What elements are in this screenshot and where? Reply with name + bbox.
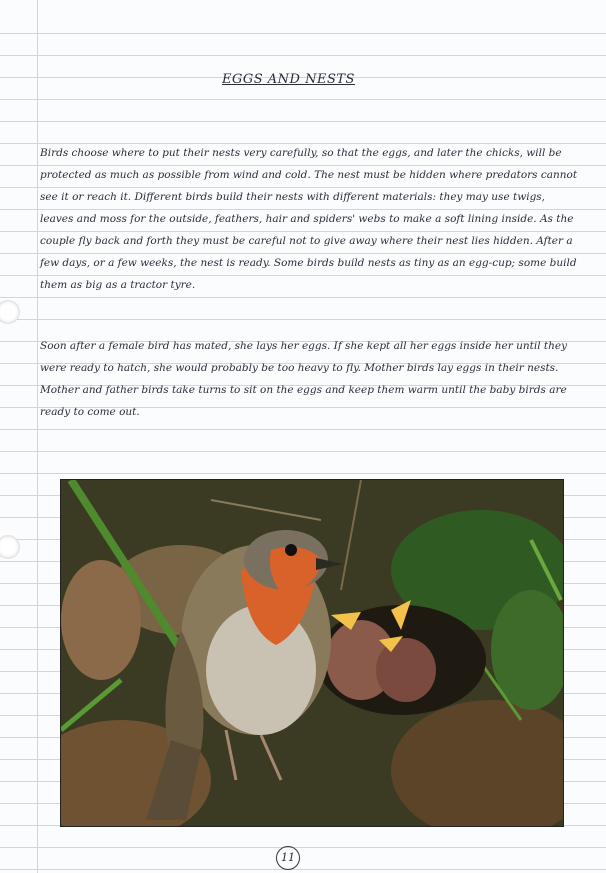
page-number: 11	[276, 846, 300, 870]
robin-nest-photo-icon	[61, 480, 563, 826]
binder-hole	[0, 535, 20, 559]
paragraph-eggs: Soon after a female bird has mated, she lays her eggs. If she kept all her eggs inside her until they were ready to hatch, she would probably be too heavy to fly. Mother birds lay eggs in their nests. Mother and father birds take turns to sit on the eggs and keep them warm until the baby birds are ready to come out.	[40, 340, 568, 418]
margin-line	[37, 0, 38, 873]
robin-nest-photo	[60, 479, 564, 827]
paragraph-nests: Birds choose where to put their nests very carefully, so that the eggs, and later the chicks, will be protected as much as possible from wind and cold. The nest must be hidden where predators cannot see it or reach it. Different birds build their nests with different materials: they may use twigs, leaves and moss for the outside, feathers, hair and spiders' webs to make a soft lining inside. As the couple fly back and forth they must be careful not to give away where their nest lies hidden. After a few days, or a few weeks, the nest is ready. Some birds build nests as tiny as an egg-cup; some build them as big as a tractor tyre.	[40, 147, 578, 291]
binder-hole	[0, 300, 20, 324]
page-title: EGGS AND NESTS	[222, 72, 355, 87]
